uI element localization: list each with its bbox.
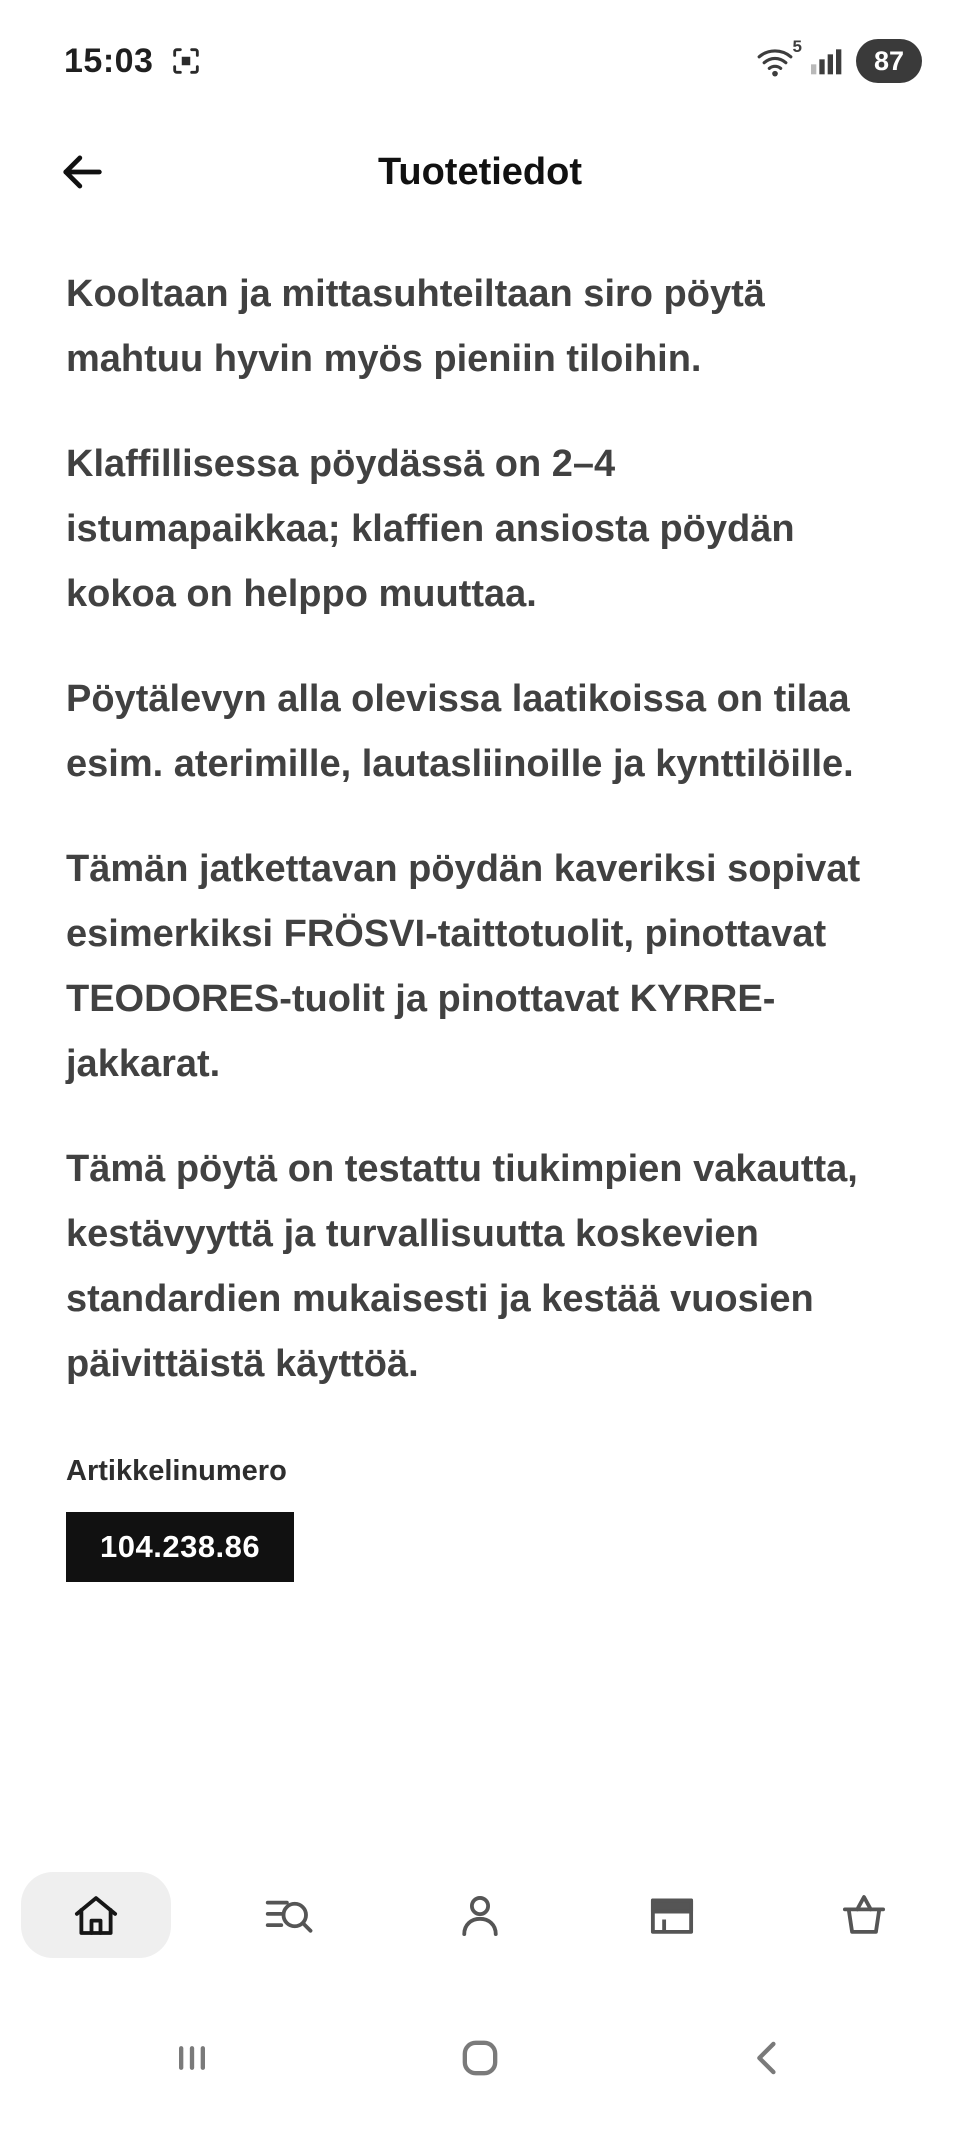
back-arrow-icon — [56, 146, 108, 198]
recent-apps-icon — [166, 2032, 218, 2084]
article-number-label: Artikkelinumero — [66, 1455, 287, 1487]
battery-indicator: 87 — [856, 39, 922, 83]
page-title: Tuotetiedot — [377, 150, 583, 193]
description-paragraph: Tämä pöytä on testattu tiukimpien vakautta, kestävyyttä ja turvallisuutta koskevien standardien mukaisesti ja kestää vuosien päivittäistä käyttöä. — [66, 1148, 858, 1385]
wifi-icon — [754, 37, 802, 81]
wifi-generation-label: 5 — [792, 37, 802, 56]
nav-search-button[interactable] — [213, 1872, 363, 1958]
recent-apps-button[interactable] — [157, 2023, 227, 2093]
screen-capture-icon — [169, 44, 203, 78]
home-icon — [69, 1888, 123, 1942]
store-icon — [645, 1888, 699, 1942]
article-number-badge: 104.238.86 — [66, 1512, 294, 1582]
back-button[interactable] — [56, 140, 120, 204]
description-paragraph: Tämän jatkettavan pöydän kaveriksi sopivat esimerkiksi FRÖSVI-taittotuolit, pinottavat TEODORES-tuolit ja pinottavat KYRRE-jakkarat. — [66, 848, 861, 1085]
cellular-signal-icon — [806, 41, 846, 81]
bottom-navigation — [0, 1855, 960, 1975]
description-paragraph: Pöytälevyn alla olevissa laatikoissa on tilaa esim. aterimille, lautasliinoille ja kynttilöille. — [66, 678, 854, 785]
description-paragraph: Kooltaan ja mittasuhteiltaan siro pöytä mahtuu hyvin myös pieniin tiloihin. — [66, 273, 765, 380]
nav-cart-button[interactable] — [789, 1872, 939, 1958]
shopping-basket-icon — [837, 1888, 891, 1942]
browse-search-icon — [261, 1888, 315, 1942]
android-home-button[interactable] — [445, 2023, 515, 2093]
nav-home-button[interactable] — [21, 1872, 171, 1958]
nav-profile-button[interactable] — [405, 1872, 555, 1958]
clock: 15:03 — [64, 41, 154, 80]
profile-icon — [453, 1888, 507, 1942]
status-bar-right — [754, 39, 922, 83]
header — [0, 116, 960, 228]
description-paragraph: Klaffillisessa pöydässä on 2–4 istumapaikkaa; klaffien ansiosta pöydän kokoa on helppo muuttaa. — [66, 443, 795, 615]
android-navigation-bar — [0, 1983, 960, 2133]
android-back-button[interactable] — [733, 2023, 803, 2093]
nav-store-button[interactable] — [597, 1872, 747, 1958]
status-bar-left — [64, 42, 203, 81]
status-bar — [0, 0, 960, 100]
android-back-icon — [742, 2032, 794, 2084]
android-home-icon — [454, 2032, 506, 2084]
product-description — [0, 228, 960, 1582]
